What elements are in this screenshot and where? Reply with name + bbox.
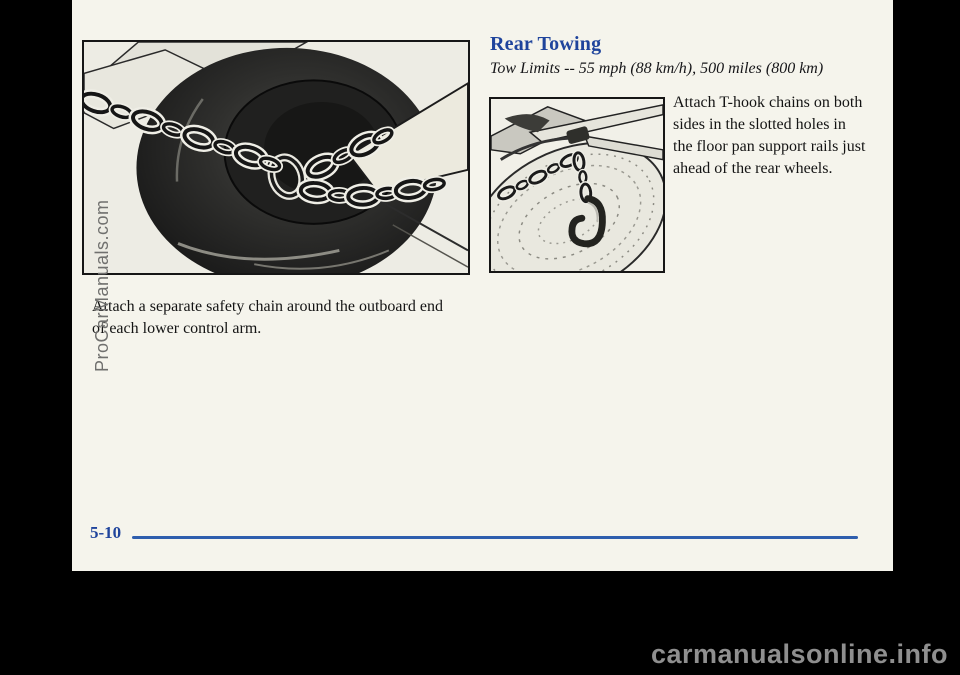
section-heading: Rear Towing bbox=[490, 33, 602, 55]
carmanualsonline-watermark: carmanualsonline.info bbox=[650, 639, 948, 669]
footer-rule bbox=[132, 536, 858, 539]
tow-limits-line: Tow Limits -- 55 mph (88 km/h), 500 miles (800 km) bbox=[490, 60, 824, 77]
t-hook-illustration bbox=[489, 97, 665, 273]
safety-chain-illustration bbox=[82, 40, 470, 275]
t-hook-drawing bbox=[491, 99, 663, 271]
safety-chain-caption: Attach a separate safety chain around the outboard end of each lower control arm. bbox=[92, 298, 443, 337]
procarmanuals-watermark: ProCarManuals.com bbox=[92, 199, 112, 372]
page-number: 5-10 bbox=[90, 523, 122, 542]
t-hook-instructions: Attach T-hook chains on both sides in the slotted holes in the floor pan support rails just ahead of the rear wheels. bbox=[673, 94, 866, 177]
manual-page bbox=[72, 0, 893, 571]
safety-chain-drawing bbox=[84, 42, 468, 273]
